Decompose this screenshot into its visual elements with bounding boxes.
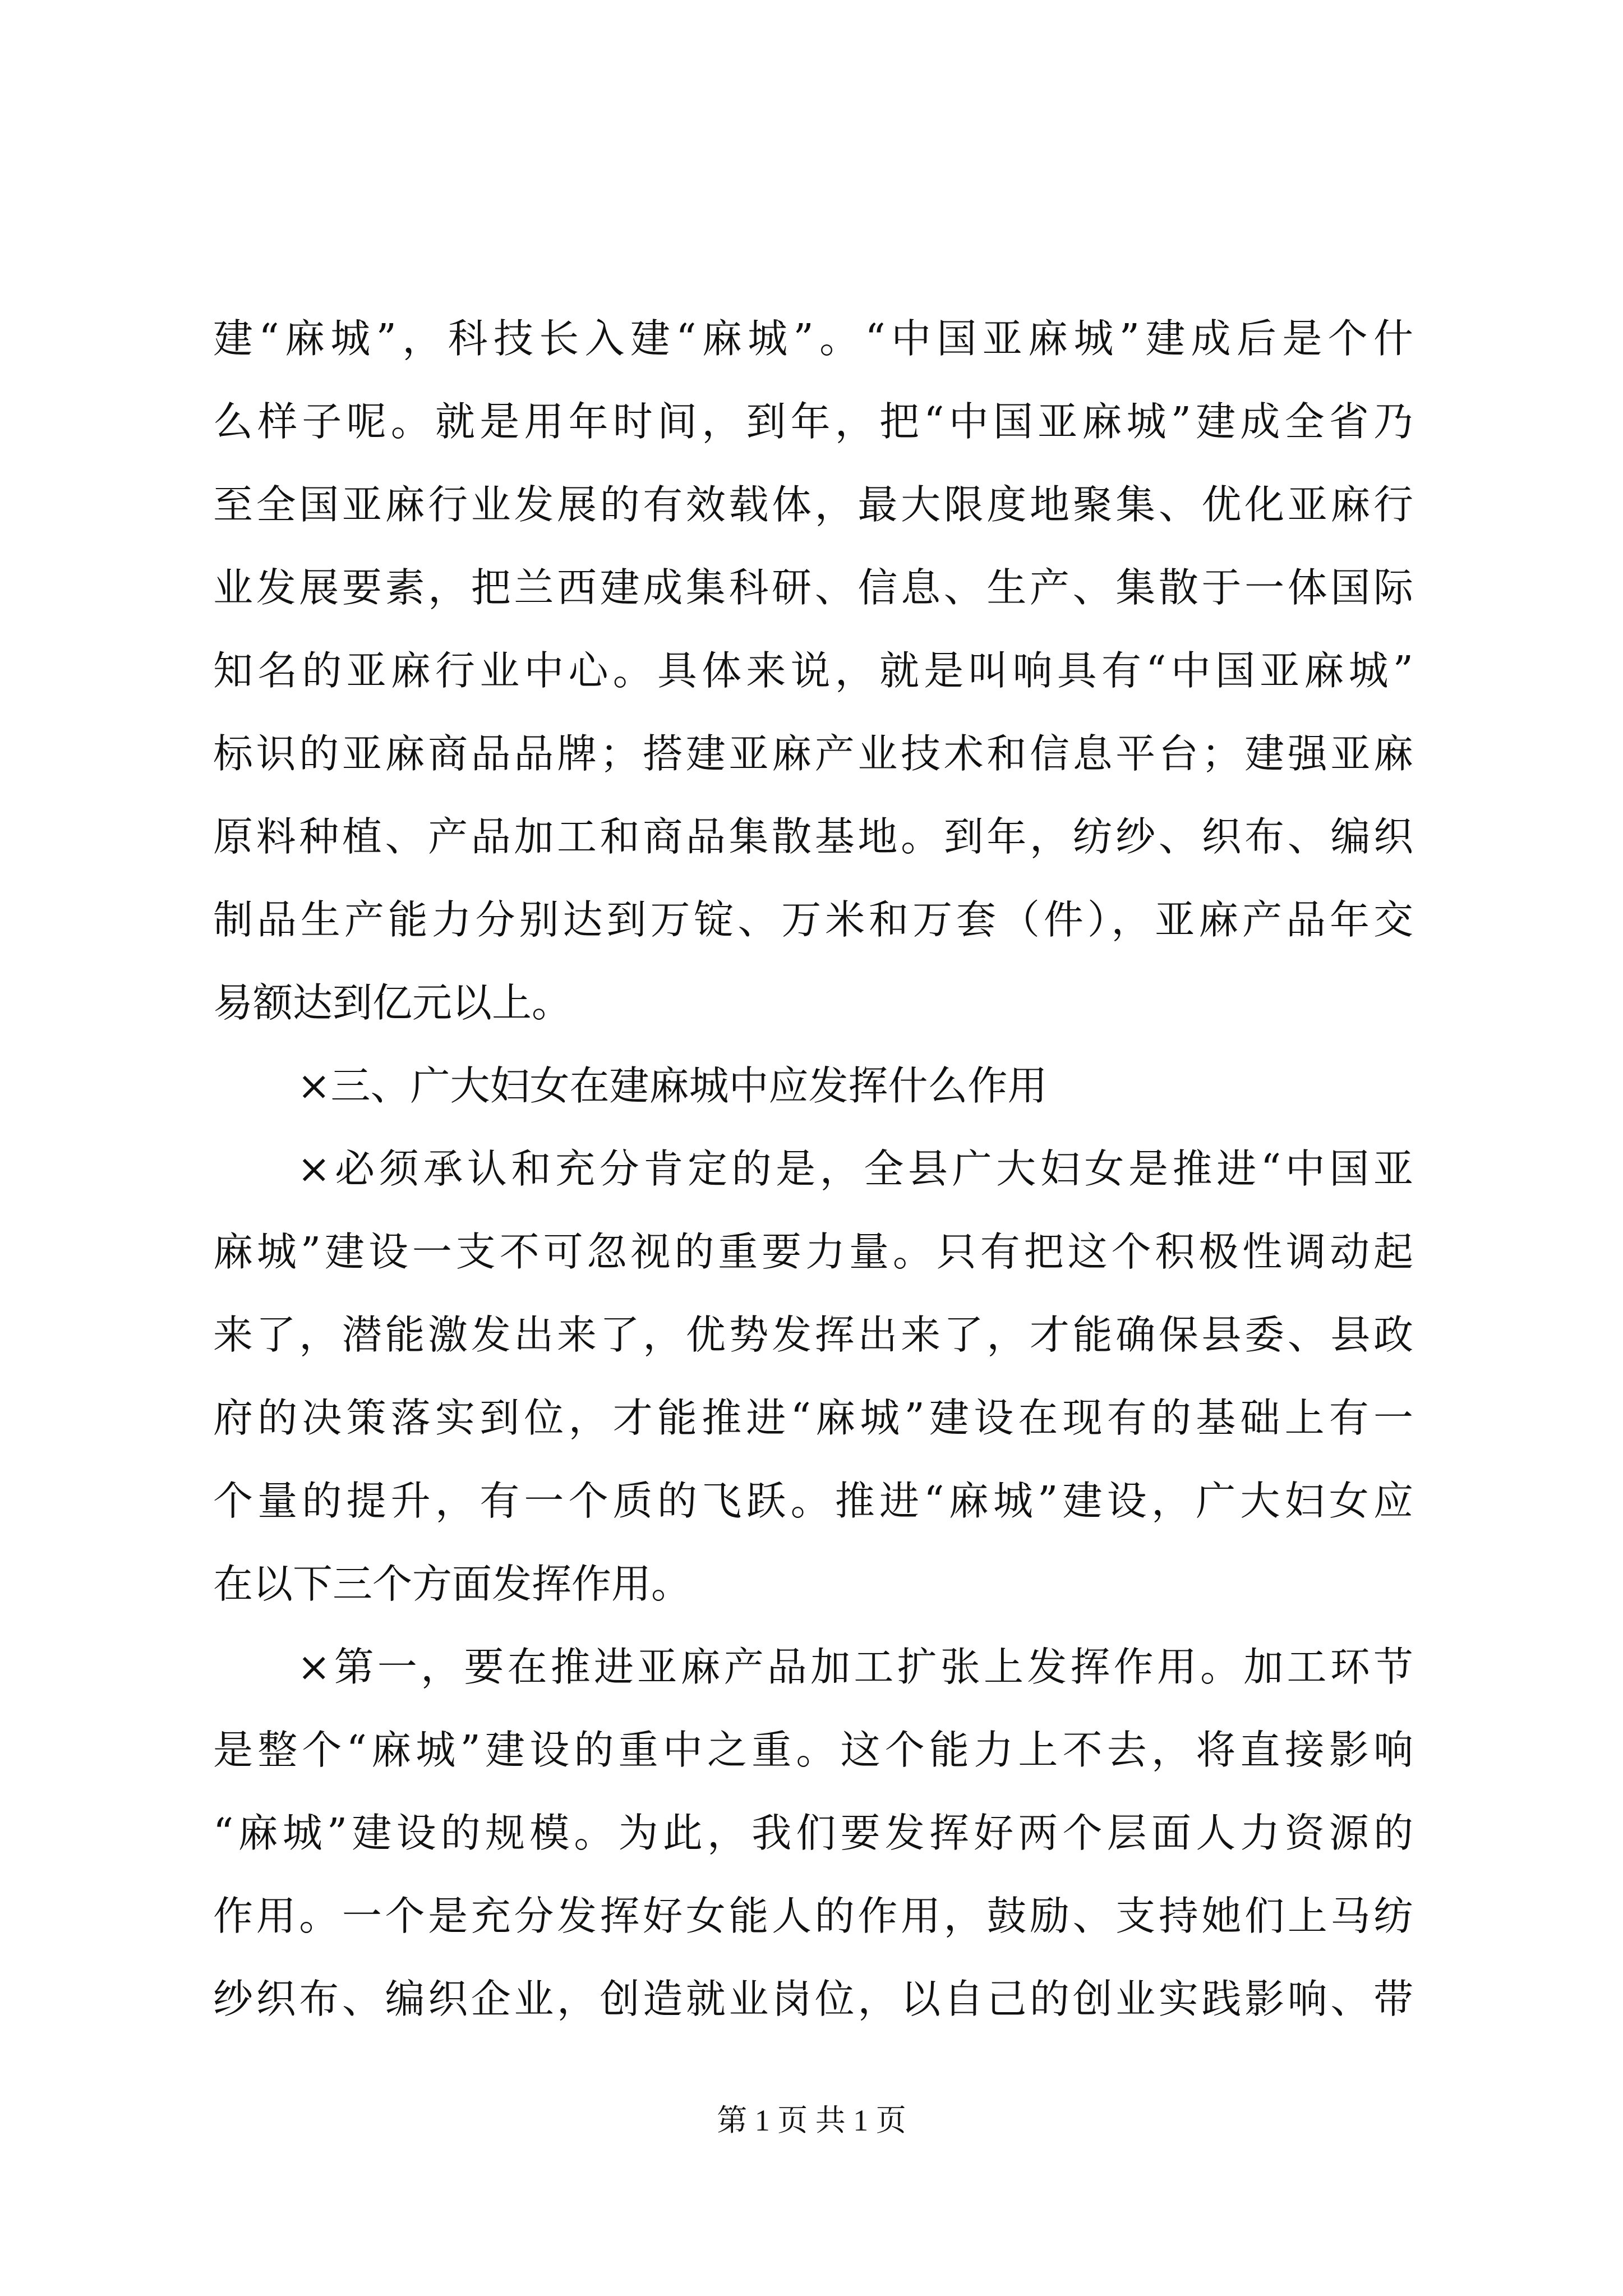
text-line: 个量的提升，有一个质的飞跃。推进“麻城”建设，广大妇女应 (213, 1478, 1413, 1524)
text-line: 作用。一个是充分发挥好女能人的作用，鼓励、支持她们上马纺 (213, 1893, 1413, 1939)
text-line: 标识的亚麻商品品牌；搭建亚麻产业技术和信息平台；建强亚麻 (213, 730, 1413, 777)
text-line: 至全国亚麻行业发展的有效载体，最大限度地聚集、优化亚麻行 (213, 481, 1413, 528)
page-footer: 第 1 页 共 1 页 (717, 2104, 906, 2137)
text-line: 府的决策落实到位，才能推进“麻城”建设在现有的基础上有一 (213, 1395, 1413, 1441)
text-line: 易额达到亿元以上。 (213, 979, 572, 1026)
text-line: ×必须承认和充分肯定的是，全县广大妇女是推进“中国亚 (297, 1145, 1413, 1192)
text-line: 业发展要素，把兰西建成集科研、信息、生产、集散于一体国际 (213, 564, 1413, 611)
body-text (213, 297, 1413, 2041)
section-heading: ×三、广大妇女在建麻城中应发挥什么作用 (297, 1062, 1048, 1109)
text-line: 是整个“麻城”建设的重中之重。这个能力上不去，将直接影响 (213, 1727, 1413, 1773)
text-line: 麻城”建设一支不可忽视的重要力量。只有把这个积极性调动起 (213, 1228, 1413, 1275)
text-line: ×第一，要在推进亚麻产品加工扩张上发挥作用。加工环节 (297, 1644, 1413, 1690)
text-line: 原料种植、产品加工和商品集散基地。到年，纺纱、织布、编织 (213, 813, 1413, 860)
text-line: 在以下三个方面发挥作用。 (213, 1561, 691, 1607)
text-line: 来了，潜能激发出来了，优势发挥出来了，才能确保县委、县政 (213, 1312, 1413, 1358)
text-line: 制品生产能力分别达到万锭、万米和万套（件），亚麻产品年交 (213, 896, 1413, 943)
text-line: “麻城”建设的规模。为此，我们要发挥好两个层面人力资源的 (213, 1810, 1413, 1856)
text-line: 纱织布、编织企业，创造就业岗位，以自己的创业实践影响、带 (213, 1976, 1413, 2022)
text-line: 建“麻城”，科技长入建“麻城”。“中国亚麻城”建成后是个什 (213, 315, 1413, 362)
text-line: 么样子呢。就是用年时间，到年，把“中国亚麻城”建成全省乃 (213, 398, 1413, 445)
text-line: 知名的亚麻行业中心。具体来说，就是叫响具有“中国亚麻城” (213, 647, 1413, 694)
